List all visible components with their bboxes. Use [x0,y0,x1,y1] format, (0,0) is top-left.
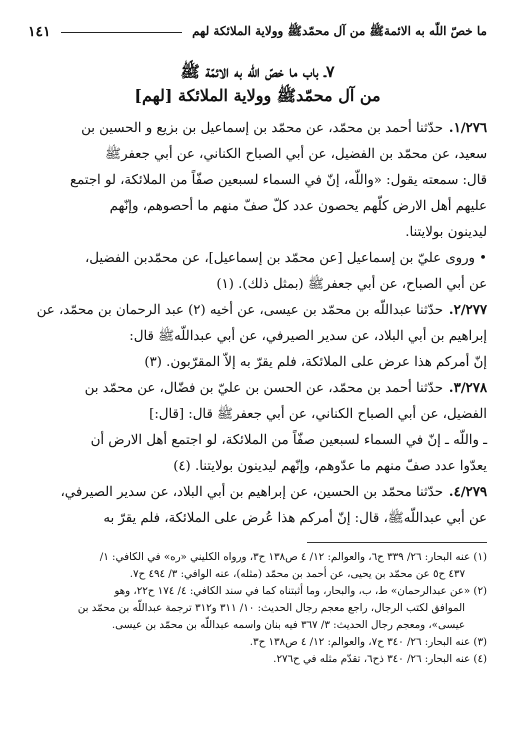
hadith-number: ٣/٢٧٨. [448,381,487,396]
footnote-line: (٢) «عن عبدالرحمان» ط، ب، والبحار، وما أثبتناه كما في سند الكافي: ٤/ ١٧٤ ح٢٢، وهو [114,585,487,597]
header-rule [61,32,183,33]
hadith-3 [28,376,487,480]
running-header [28,22,487,42]
hadith-number: ٢/٢٧٧. [448,303,487,318]
hadith-line: يعدّوا عدد صفّ منهم ما عدّوهم، وإنّهم ليدينون بولايتنا. (٤) [173,459,487,474]
hadith-line: إنّ أمركم هذا عرض على الملائكة، فلم يقرّ به إلاّ المقرّبون. (٣) [144,355,487,370]
footnote-line: عيسى»، ومعجم رجال الحديث: ٣/ ٣٦٧ فيه بنان واسمه عبداللّه بن محمّد بن عيسى. [111,619,465,631]
footnote-line: (٤) عنه البحار: ٢٦/ ٣٤٠ ذح٦، تقدّم مثله في ح٢٧٦. [273,653,487,665]
hadith-line: حدّثنا أحمد بن محمّد، عن محمّد بن إسماعيل بن بزيع و الحسين بن [81,121,443,136]
hadith-line: حدّثنا محمّد بن الحسين، عن إبراهيم بن أبي البلاد، عن سدير الصيرفي، [60,485,443,500]
footnote-line: (٣) عنه البحار: ٢٦/ ٣٤٠ ح٧، والعوالم: ١٢/ ٤ ص١٣٨ ح٣. [249,636,487,648]
chapter-heading: ٧ـ باب ما خصّ اللّه به الائمّة ﷺ [180,62,335,81]
footnote-line: ٤٣٧ ح٥ عن محمّد بن يحيى، عن أحمد بن محمّد (مثله)، عنه الوافي: ٣/ ٤٩٤ ح٧. [129,568,465,580]
hadith-4 [28,480,487,532]
page-number: ١٤١ [28,24,51,40]
hadith-line: قال: سمعته يقول: «واللّه، إنّ في السماء لسبعين صفّاً من الملائكة، لو اجتمع [70,173,487,188]
hadith-line: حدّثنا عبداللّه بن محمّد بن عيسى، عن أخيه (٢) عبد الرحمان بن محمّد، عن [36,303,443,318]
hadith-1-alt-chain [28,246,487,298]
hadith-line: الفضيل، عن أبي الصباح الكناني، عن أبي جعفرﷺ قال: [قال:] [149,407,487,422]
footnotes [28,549,487,668]
hadith-number: ١/٢٧٦. [448,121,487,136]
hadith-line: ليدينون بولايتنا. [405,225,487,240]
running-header-title: ما خصّ اللّه به الائمةﷺ من آل محمّدﷺ وولاية الملائكة لهم [192,23,487,38]
hadith-list [28,116,487,532]
hadith-line: سعيد، عن محمّد بن الفضيل، عن أبي الصباح الكناني، عن أبي جعفرﷺ [105,147,487,162]
chapter-subheading: من آل محمّدﷺ وولاية الملائكة [لهم] [134,86,381,105]
hadith-2 [28,298,487,376]
footnote-line: (١) عنه البحار: ٢٦/ ٣٣٩ ح٦، والعوالم: ١٢/ ٤ ص١٣٨ ح٣، ورواه الكليني «ره» في الكافي: ١/ [99,551,487,563]
hadith-line: ـ واللّه ـ إنّ في السماء لسبعين صفّاً من الملائكة، لو اجتمع أهل الارض أن [90,433,487,448]
hadith-line: عليهم أهل الارض كلّهم يحصون عدد كلّ صفّ منهم ما أحصوهم، وإنّهم [109,199,487,214]
hadith-line: حدّثنا أحمد بن محمّد، عن الحسن بن عليّ بن فضّال، عن محمّد بن [84,381,443,396]
hadith-line: عن أبي الصباح، عن أبي جعفرﷺ (بمثل ذلك). (١) [216,277,487,292]
hadith-line: إبراهيم بن أبي البلاد، عن سدير الصيرفي، عن أبي عبداللّهﷺ قال: [129,329,487,344]
footnote-line: الموافق لكتب الرجال، راجع معجم رجال الحديث: ١٠/ ٣١١ و٣١٢ ترجمة عبداللّه بن محمّد بن [77,602,465,614]
hadith-1 [28,116,487,246]
hadith-line: • وروى عليّ بن إسماعيل [عن محمّد بن إسماعيل]، عن محمّدبن الفضيل، [85,251,487,266]
hadith-number: ٤/٢٧٩. [448,485,487,500]
hadith-line: عن أبي عبداللّهﷺ، قال: إنّ أمركم هذا عُرض على الملائكة، فلم يقرّ به [103,511,487,526]
footnote-separator [307,542,487,543]
